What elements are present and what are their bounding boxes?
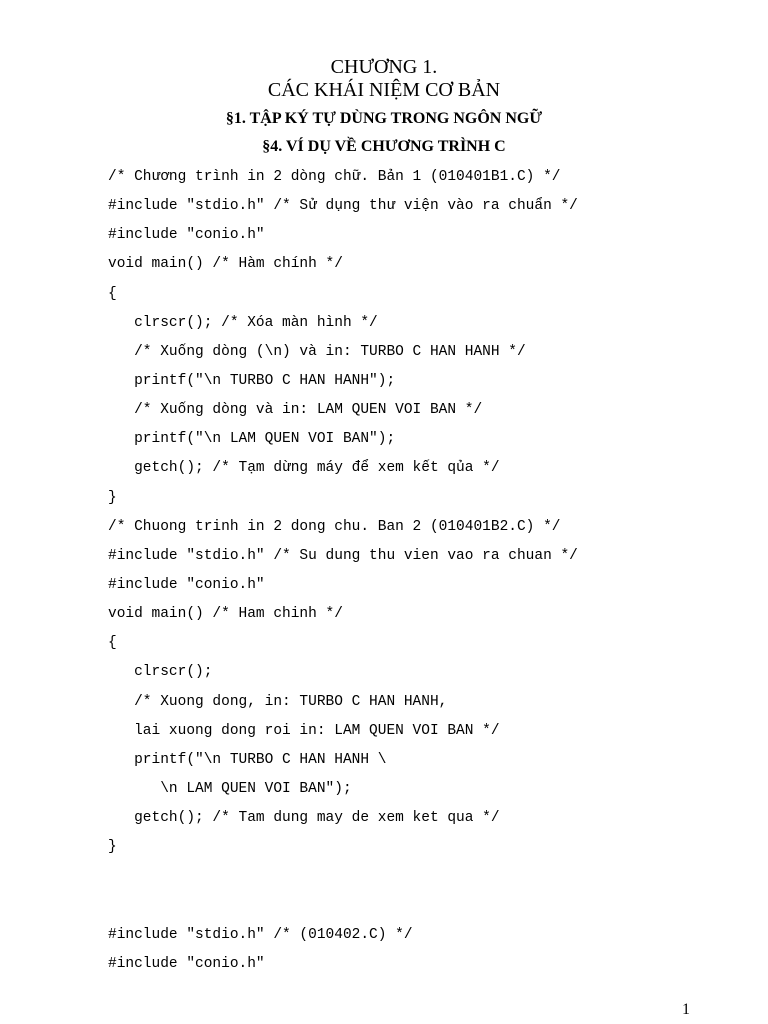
code-line: clrscr(); /* Xóa màn hình */ [108, 314, 378, 331]
code-line: /* Chương trình in 2 dòng chữ. Bản 1 (010401B1.C) */ [108, 169, 561, 185]
section-heading-4: §4. VÍ DỤ VỀ CHƯƠNG TRÌNH C [262, 138, 506, 155]
code-line: #include "stdio.h" /* (010402.C) */ [108, 926, 413, 943]
code-line: { [108, 635, 117, 652]
code-line: void main() /* Ham chinh */ [108, 606, 343, 623]
code-line: { [108, 285, 117, 302]
code-line: #include "conio.h" [108, 576, 265, 593]
chapter-subtitle: CÁC KHÁI NIỆM CƠ BẢN [267, 79, 501, 101]
section-heading-1: §1. TẬP KÝ TỰ DÙNG TRONG NGÔN NGỮ [225, 110, 543, 127]
code-line: getch(); /* Tam dung may de xem ket qua */ [108, 810, 500, 827]
code-line: clrscr(); [108, 664, 213, 681]
code-line: } [108, 839, 117, 856]
code-line: lai xuong dong roi in: LAM QUEN VOI BAN */ [108, 722, 500, 739]
code-line: /* Chuong trinh in 2 dong chu. Ban 2 (010401B2.C) */ [108, 518, 561, 535]
code-line: /* Xuong dong, in: TURBO C HAN HANH, [108, 693, 448, 710]
code-line: #include "conio.h" [108, 955, 265, 972]
code-line: printf("\n TURBO C HAN HANH"); [108, 372, 396, 389]
code-line: printf("\n LAM QUEN VOI BAN"); [108, 431, 396, 448]
code-line: #include "conio.h" [108, 227, 265, 244]
code-line [108, 894, 578, 923]
code-listing [108, 165, 578, 981]
code-line: /* Xuống dòng và in: LAM QUEN VOI BAN */ [108, 402, 483, 419]
code-line: #include "stdio.h" /* Sử dụng thư viện vào ra chuẩn */ [108, 198, 578, 215]
code-line: } [108, 489, 117, 506]
code-line: #include "stdio.h" /* Su dung thu vien vao ra chuan */ [108, 547, 578, 564]
code-line: void main() /* Hàm chính */ [108, 256, 343, 273]
code-line: getch(); /* Tạm dừng máy để xem kết qủa */ [108, 460, 500, 477]
code-line: printf("\n TURBO C HAN HANH \ [108, 751, 387, 768]
code-line: \n LAM QUEN VOI BAN"); [108, 780, 352, 797]
code-line: /* Xuống dòng (\n) và in: TURBO C HAN HANH */ [108, 343, 526, 360]
chapter-title: CHƯƠNG 1. [330, 56, 438, 78]
page-number: 1 [682, 1001, 690, 1018]
code-line [108, 864, 578, 893]
